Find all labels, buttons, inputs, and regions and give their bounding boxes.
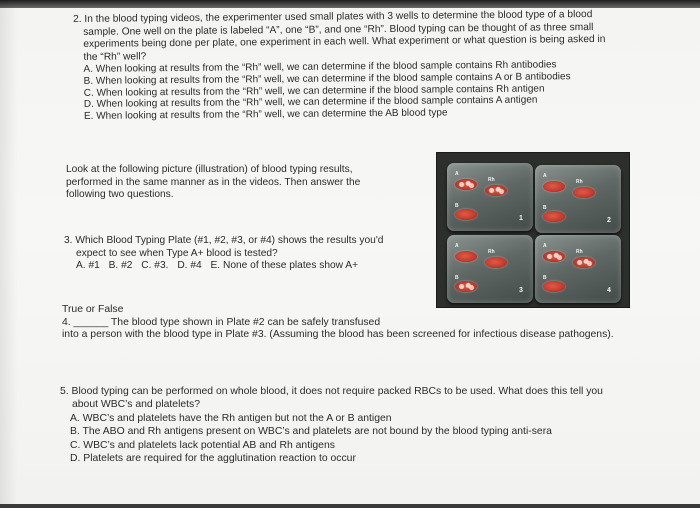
question-3-options (64, 260, 424, 273)
plate-number: 1 (519, 215, 523, 222)
question-3-option-c[interactable]: C. #3. (141, 260, 169, 272)
question-2-line: 2. In the blood typing videos, the experimenter used small plates with 3 wells to determine the blood type of a blood (73, 9, 593, 25)
question-3 (64, 235, 424, 273)
figure-intro-line: performed in the same manner as in the videos. Then answer the (66, 176, 361, 188)
question-3-line: expect to see when Type A+ blood is tested? (76, 247, 278, 259)
question-4-line-2: into a person with the blood type in Plate #3. (Assuming the blood has been screened for infectious disease pathogens). (62, 329, 614, 341)
well-rh (485, 257, 507, 268)
well-a (455, 251, 477, 262)
well-label-b: B (543, 205, 547, 211)
well-label-b: B (455, 203, 459, 209)
photo-top-edge (0, 0, 700, 8)
blood-plate-4 (535, 235, 621, 303)
question-5-option-b[interactable]: B. The ABO and Rh antigens present on WBC’s and platelets are not bound by the blood typing anti-sera (70, 426, 552, 438)
well-label-rh: Rh (488, 249, 495, 255)
well-a (543, 251, 565, 262)
photo-shadow (0, 0, 18, 508)
question-5-option-a[interactable]: A. WBC’s and platelets have the Rh antigen but not the A or B antigen (70, 412, 392, 424)
well-label-rh: Rh (488, 177, 495, 183)
plate-number: 2 (607, 217, 611, 224)
answer-blank[interactable]: 4. ______ (62, 316, 109, 328)
blood-plate-1 (447, 163, 533, 231)
question-4-text: The blood type shown in Plate #2 can be safely transfused (110, 316, 381, 328)
well-a (543, 181, 565, 192)
well-b (543, 211, 565, 222)
well-label-a: A (455, 243, 459, 249)
well-b (455, 209, 477, 220)
well-b (543, 281, 565, 292)
question-2-line: experiments being done per plate, one experiment in each well. What experiment or what question is being asked in (83, 34, 606, 51)
well-a (455, 179, 477, 190)
question-4-line (62, 317, 682, 330)
well-label-b: B (543, 275, 547, 281)
blood-plate-3 (447, 235, 533, 303)
question-5-option-c[interactable]: C. WBC’s and platelets lack potential AB and Rh antigens (70, 439, 335, 451)
question-2-option-c[interactable]: C. When looking at results from the “Rh” well, we can determine if the blood sample contains Rh antigen (83, 83, 545, 99)
well-label-a: A (543, 243, 547, 249)
well-label-rh: Rh (576, 249, 583, 255)
question-2-option-d[interactable]: D. When looking at results from the “Rh” well, we can determine if the blood sample contains A antigen (83, 94, 538, 111)
question-5-line: 5. Blood typing can be performed on whole blood, it does not require packed RBCs to be used. What does this tell you (60, 386, 603, 397)
question-3-line: 3. Which Blood Typing Plate (#1, #2, #3, or #4) shows the results you'd (64, 235, 384, 246)
question-2-line: sample. One well on the plate is labeled “A”, one “B”, and one “Rh”. Blood typing can be thought of as three small (83, 21, 594, 38)
question-2-line: the “Rh” well? (83, 51, 147, 63)
figure-intro (66, 164, 406, 202)
question-3-option-b[interactable]: B. #2 (108, 260, 133, 272)
well-rh (573, 187, 595, 198)
question-2 (73, 8, 659, 122)
question-2-option-a[interactable]: A. When looking at results from the “Rh” well, we can determine if the blood sample contains Rh antibodies (83, 59, 557, 76)
photo-bottom-edge (0, 504, 700, 508)
question-2-option-b[interactable]: B. When looking at results from the “Rh” well, we can determine if the blood sample contains A or B antibodies (83, 71, 571, 87)
figure-intro-line: following two questions. (66, 189, 174, 201)
blood-typing-figure (436, 152, 630, 308)
plate-number: 3 (519, 287, 523, 294)
question-5-option-d[interactable]: D. Platelets are required for the agglutination reaction to occur (70, 453, 356, 465)
question-3-option-a[interactable]: A. #1 (76, 260, 100, 272)
blood-plate-2 (535, 165, 621, 233)
question-2-option-e[interactable]: E. When looking at results from the “Rh” well, we can determine the AB blood type (83, 107, 448, 122)
question-5-line: about WBC’s and platelets? (72, 399, 201, 411)
figure-intro-line: Look at the following picture (illustration) of blood typing results, (66, 164, 353, 175)
question-4 (62, 304, 682, 342)
question-3-option-d[interactable]: D. #4 (177, 260, 202, 272)
well-rh (485, 185, 507, 196)
well-label-b: B (455, 275, 459, 281)
well-b (455, 281, 477, 292)
plate-number: 4 (607, 287, 611, 294)
well-label-rh: Rh (576, 179, 583, 185)
well-label-a: A (543, 173, 547, 179)
question-5 (60, 385, 680, 465)
true-false-heading: True or False (62, 304, 124, 315)
question-3-option-e[interactable]: E. None of these plates show A+ (210, 260, 359, 272)
well-rh (573, 257, 595, 268)
well-label-a: A (455, 171, 459, 177)
